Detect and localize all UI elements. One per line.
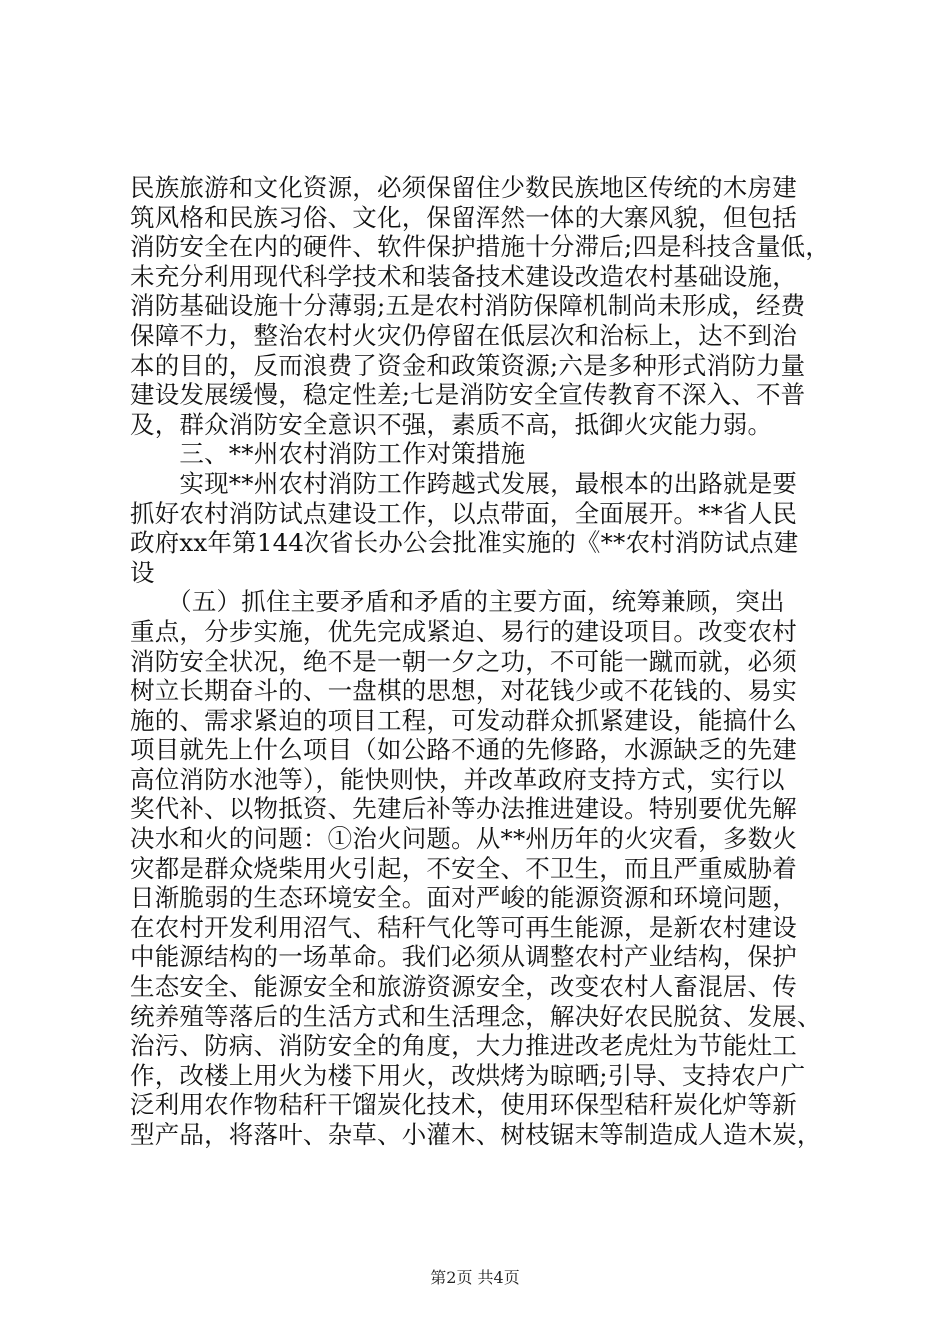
text-line: 高位消防水池等），能快则快，并改革政府支持方式，实行以 xyxy=(130,764,785,794)
text-line: 项目就先上什么项目（如公路不通的先修路，水源缺乏的先建 xyxy=(130,735,797,765)
text-line: 消防安全在内的硬件、软件保护措施十分滞后;四是科技含量低， xyxy=(130,232,831,262)
text-line: 树立长期奋斗的、一盘棋的思想，对花钱少或不花钱的、易实 xyxy=(130,676,797,706)
text-line: 治污、防病、消防安全的角度，大力推进改老虎灶为节能灶工 xyxy=(130,1031,797,1061)
text-line: （五）抓住主要矛盾和矛盾的主要方面，统筹兼顾，突出 xyxy=(130,587,785,617)
body-text xyxy=(130,173,850,1150)
text-line: 政府xx年第144次省长办公会批准实施的《**农村消防试点建 xyxy=(130,528,799,558)
page-footer: 第2页 共4页 xyxy=(430,1268,520,1287)
text-line: 设 xyxy=(130,557,155,587)
text-line: 日渐脆弱的生态环境安全。面对严峻的能源资源和环境问题， xyxy=(130,883,797,913)
text-line: 保障不力，整治农村火灾仍停留在低层次和治标上，达不到治 xyxy=(130,320,797,350)
text-line: 本的目的，反而浪费了资金和政策资源;六是多种形式消防力量 xyxy=(130,350,806,380)
text-line: 中能源结构的一场革命。我们必须从调整农村产业结构，保护 xyxy=(130,942,797,972)
text-line: 实现**州农村消防工作跨越式发展，最根本的出路就是要 xyxy=(130,468,798,498)
text-line: 施的、需求紧迫的项目工程，可发动群众抓紧建设，能搞什么 xyxy=(130,705,797,735)
text-line: 泛利用农作物秸秆干馏炭化技术，使用环保型秸秆炭化炉等新 xyxy=(130,1090,797,1120)
text-line: 作，改楼上用火为楼下用火，改烘烤为晾晒;引导、支持农户广 xyxy=(130,1060,806,1090)
text-line: 筑风格和民族习俗、文化，保留浑然一体的大寨风貌，但包括 xyxy=(130,202,797,232)
text-line: 及，群众消防安全意识不强，素质不高，抵御火灾能力弱。 xyxy=(130,409,773,439)
text-line: 统养殖等落后的生活方式和生活理念，解决好农民脱贫、发展、 xyxy=(130,1001,822,1031)
text-line: 奖代补、以物抵资、先建后补等办法推进建设。特别要优先解 xyxy=(130,794,797,824)
text-line: 抓好农村消防试点建设工作，以点带面，全面展开。**省人民 xyxy=(130,498,798,528)
text-line: 型产品，将落叶、杂草、小灌木、树枝锯末等制造成人造木炭， xyxy=(130,1120,822,1149)
text-line: 灾都是群众烧柴用火引起，不安全、不卫生，而且严重威胁着 xyxy=(130,853,797,883)
text-line: 生态安全、能源安全和旅游资源安全，改变农村人畜混居、传 xyxy=(130,972,797,1002)
text-line: 建设发展缓慢，稳定性差;七是消防安全宣传教育不深入、不普 xyxy=(130,380,806,410)
text-line: 三、**州农村消防工作对策措施 xyxy=(130,439,526,469)
text-line: 民族旅游和文化资源，必须保留住少数民族地区传统的木房建 xyxy=(130,173,797,202)
text-line: 消防基础设施十分薄弱;五是农村消防保障机制尚未形成，经费 xyxy=(130,291,806,321)
text-line: 未充分利用现代科学技术和装备技术建设改造农村基础设施， xyxy=(130,261,797,291)
text-line: 在农村开发利用沼气、秸秆气化等可再生能源，是新农村建设 xyxy=(130,912,797,942)
text-line: 重点，分步实施，优先完成紧迫、易行的建设项目。改变农村 xyxy=(130,616,797,646)
text-line: 决水和火的问题：①治火问题。从**州历年的火灾看，多数火 xyxy=(130,824,798,854)
text-line: 消防安全状况，绝不是一朝一夕之功，不可能一蹴而就，必须 xyxy=(130,646,797,676)
